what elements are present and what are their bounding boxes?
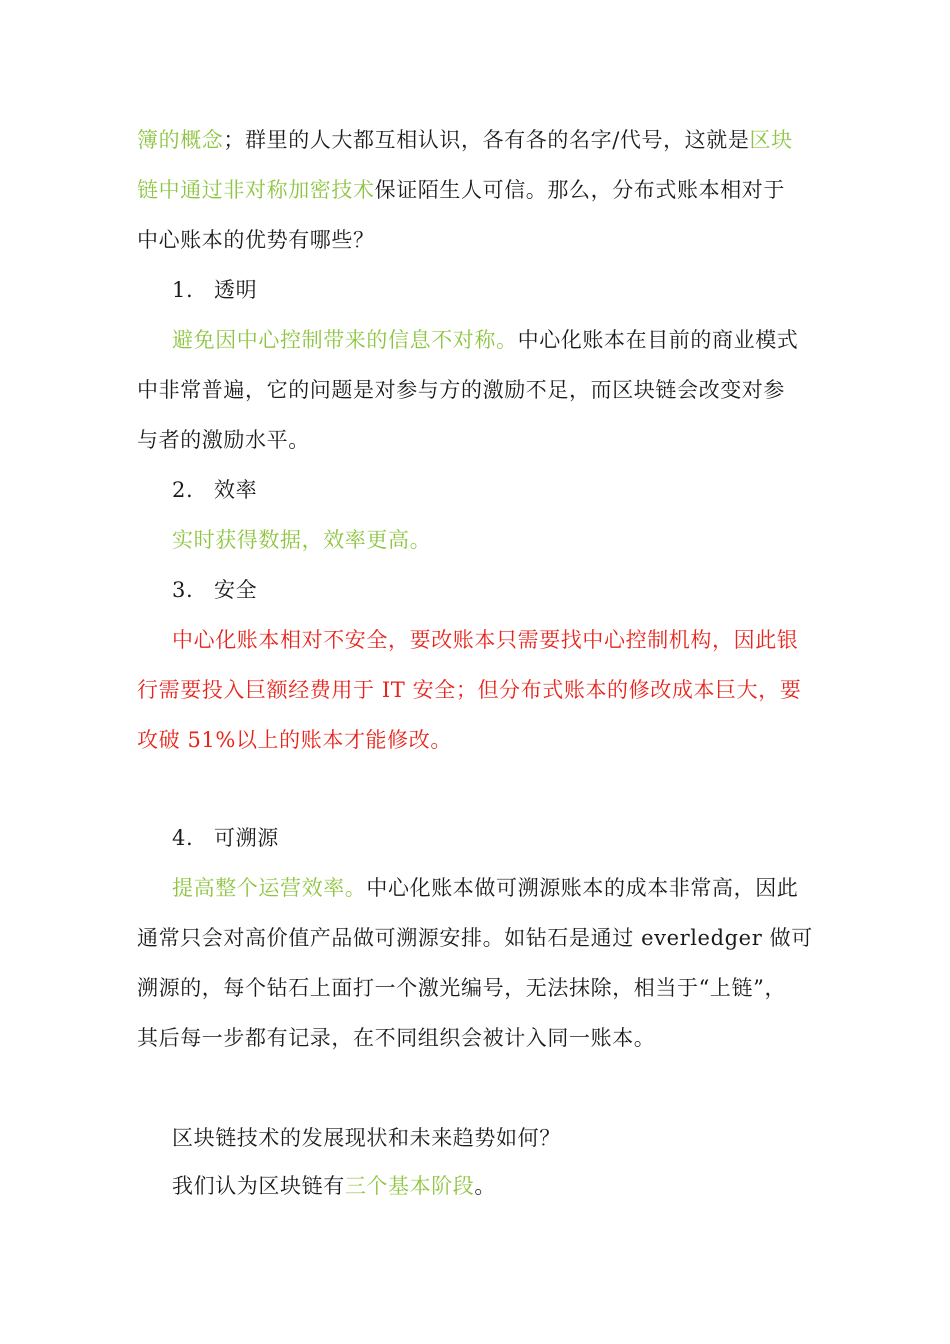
- list-number: 3.: [172, 578, 194, 602]
- body-text: ；群里的人大都互相认识，各有各的名字/代号，这就是: [223, 128, 750, 152]
- list-number: 4.: [172, 826, 194, 850]
- paragraph-line: [137, 924, 813, 952]
- paragraph-line: [137, 376, 785, 404]
- paragraph-line: [137, 726, 452, 754]
- warning-text: 攻破 51%以上的账本才能修改。: [137, 728, 452, 752]
- highlight-text: 链中通过非对称加密技术: [137, 178, 375, 202]
- body-text: 溯源的，每个钻石上面打一个激光编号，无法抹除，相当于“上链”，: [137, 976, 787, 1000]
- list-title: 安全: [214, 578, 258, 602]
- warning-text: 行需要投入巨额经费用于 IT 安全；但分布式账本的修改成本巨大，要: [137, 678, 802, 702]
- list-title: 透明: [214, 278, 258, 302]
- paragraph-line: [137, 426, 310, 454]
- list-item-heading: [172, 576, 257, 604]
- body-text: 中心化账本在目前的商业模式: [517, 328, 799, 352]
- section-question: [172, 1124, 561, 1152]
- paragraph-line: [137, 226, 375, 254]
- body-text: 中非常普遍，它的问题是对参与方的激励不足，而区块链会改变对参: [137, 378, 785, 402]
- body-text: 。: [474, 1174, 497, 1198]
- list-number: 2.: [172, 478, 194, 502]
- paragraph-line: [172, 626, 798, 654]
- list-title: 效率: [214, 478, 258, 502]
- highlight-text: 三个基本阶段: [344, 1174, 475, 1198]
- paragraph-line: [137, 676, 801, 704]
- paragraph-line: [137, 974, 786, 1002]
- paragraph-line: [172, 1172, 496, 1200]
- list-title: 可溯源: [214, 826, 279, 850]
- highlight-text: 提高整个运营效率。: [172, 876, 367, 900]
- paragraph-line: [137, 126, 793, 154]
- paragraph-line: [137, 1024, 655, 1052]
- body-text: 通常只会对高价值产品做可溯源安排。如钻石是通过 everledger 做可: [137, 926, 813, 950]
- list-item-heading: [172, 276, 257, 304]
- paragraph-line: [172, 526, 431, 554]
- highlight-text: 簿的概念: [137, 128, 224, 152]
- body-text: 保证陌生人可信。那么，分布式账本相对于: [374, 178, 786, 202]
- body-text: 与者的激励水平。: [137, 428, 310, 452]
- body-text: 中心账本的优势有哪些？: [137, 228, 375, 252]
- list-item-heading: [172, 476, 257, 504]
- body-text: 我们认为区块链有: [172, 1174, 345, 1198]
- body-text: 区块链技术的发展现状和未来趋势如何？: [172, 1126, 561, 1150]
- body-text: 中心化账本做可溯源账本的成本非常高，因此: [366, 876, 799, 900]
- highlight-text: 实时获得数据，效率更高。: [172, 528, 432, 552]
- list-number: 1.: [172, 278, 194, 302]
- body-text: 其后每一步都有记录，在不同组织会被计入同一账本。: [137, 1026, 656, 1050]
- list-item-heading: [172, 824, 279, 852]
- warning-text: 中心化账本相对不安全，要改账本只需要找中心控制机构，因此银: [172, 628, 799, 652]
- paragraph-line: [172, 874, 798, 902]
- highlight-text: 避免因中心控制带来的信息不对称。: [172, 328, 518, 352]
- highlight-text: 区块: [749, 128, 793, 152]
- paragraph-line: [137, 176, 785, 204]
- paragraph-line: [172, 326, 798, 354]
